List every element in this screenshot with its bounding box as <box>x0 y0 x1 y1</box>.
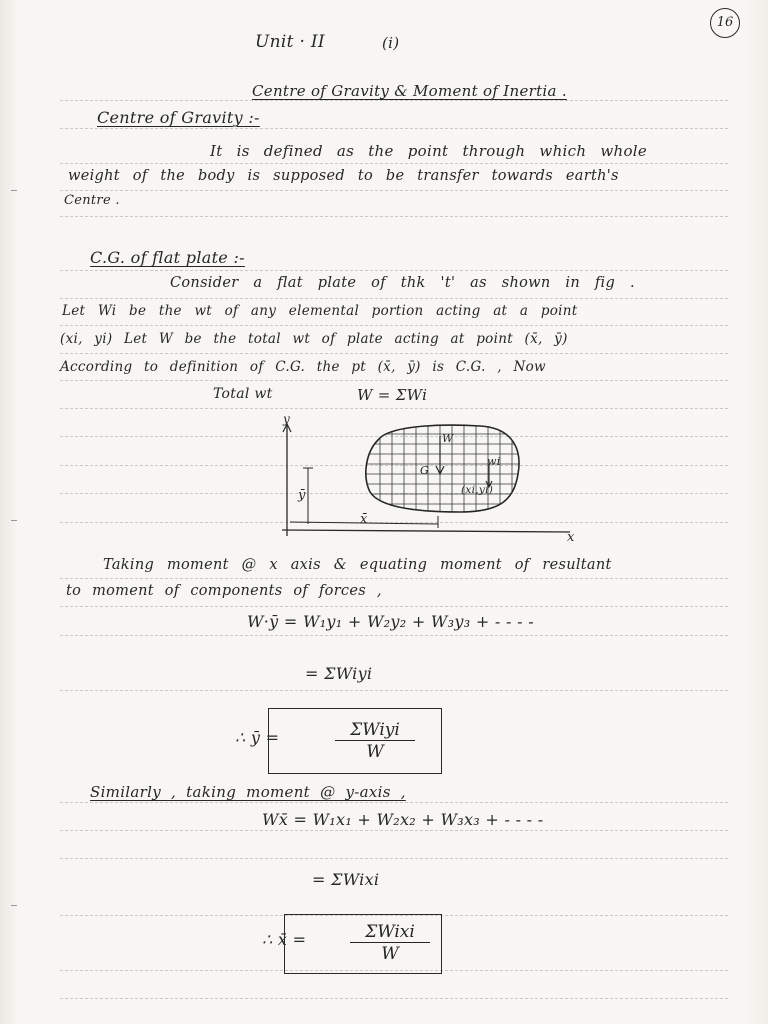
total-weight-formula: W = ΣWi <box>357 386 428 404</box>
section-heading-cog: Centre of Gravity :- <box>97 108 260 127</box>
ruled-line <box>60 635 728 636</box>
xbar-result-lhs: ∴ x̄ = <box>262 930 307 949</box>
figure-wi-label: wi <box>487 455 501 468</box>
ruled-line <box>60 690 728 691</box>
definition-line-3: Centre . <box>64 193 120 208</box>
moment-x-equation-1: W·ȳ = W₁y₁ + W₂y₂ + W₃y₃ + - - - - <box>247 612 534 631</box>
moment-x-equation-2: = ΣWiyi <box>305 664 373 683</box>
moment-x-line-1: Taking moment @ x axis & equating moment of resultant <box>103 557 612 573</box>
ruled-line <box>60 802 728 803</box>
plate-line-2: Let Wi be the wt of any elemental portion acting at a point <box>62 303 578 319</box>
xbar-fraction <box>350 922 430 964</box>
page-title: Centre of Gravity & Moment of Inertia . <box>252 82 567 100</box>
ruled-line <box>60 578 728 579</box>
ruled-line <box>60 830 728 831</box>
figure-y-label: y <box>283 412 291 426</box>
plate-line-4: According to definition of C.G. the pt (x̄, ȳ) is C.G. , Now <box>60 359 546 375</box>
page-number-circle: 16 <box>710 8 740 38</box>
definition-line-1: It is defined as the point through which whole <box>210 142 648 160</box>
part-label: (i) <box>382 34 400 52</box>
ruled-line <box>60 380 728 381</box>
ruled-line <box>60 298 728 299</box>
ruled-line <box>60 408 728 409</box>
total-weight-label: Total wt <box>213 386 273 402</box>
moment-y-equation-2: = ΣWixi <box>312 870 380 889</box>
xbar-numerator: ΣWixi <box>350 922 430 943</box>
x-axis-line <box>282 530 570 532</box>
ruled-line <box>60 216 728 217</box>
moment-y-equation-1: Wx̄ = W₁x₁ + W₂x₂ + W₃x₃ + - - - - <box>262 810 544 829</box>
ybar-result-lhs: ∴ ȳ = <box>235 728 280 747</box>
figure-ybar-label: ȳ <box>298 488 306 503</box>
ruled-line <box>60 163 728 164</box>
ybar-fraction <box>335 720 415 762</box>
ruled-line <box>60 858 728 859</box>
margin-mark <box>11 520 17 521</box>
plate-line-3: (xi, yi) Let W be the total wt of plate acting at point (x̄, ȳ) <box>60 331 568 347</box>
margin-mark <box>11 190 17 191</box>
plate-line-1: Consider a flat plate of thk 't' as shown in fig . <box>170 275 635 291</box>
figure-point-label: (xi,yi) <box>461 484 494 496</box>
ruled-line <box>60 100 728 101</box>
figure-x-label: x <box>567 530 575 545</box>
flat-plate-figure <box>260 412 590 552</box>
ruled-line <box>60 325 728 326</box>
figure-G-label: G <box>420 464 430 477</box>
ybar-denominator: W <box>366 742 384 762</box>
figure-xbar-label: x̄ <box>360 512 368 527</box>
moment-x-line-2: to moment of components of forces , <box>66 583 382 599</box>
ruled-line <box>60 998 728 999</box>
ruled-line <box>60 270 728 271</box>
ruled-line <box>60 606 728 607</box>
ruled-line <box>60 190 728 191</box>
ruled-line <box>60 128 728 129</box>
ybar-numerator: ΣWiyi <box>335 720 415 741</box>
unit-label: Unit · II <box>255 32 325 52</box>
margin-mark <box>11 905 17 906</box>
figure-W-label: W <box>442 432 454 445</box>
xbar-denominator: W <box>381 944 399 964</box>
ruled-line <box>60 353 728 354</box>
definition-line-2: weight of the body is supposed to be transfer towards earth's <box>68 168 619 184</box>
section-heading-flat-plate: C.G. of flat plate :- <box>90 248 245 267</box>
moment-y-line-1: Similarly , taking moment @ y-axis , <box>90 783 406 801</box>
